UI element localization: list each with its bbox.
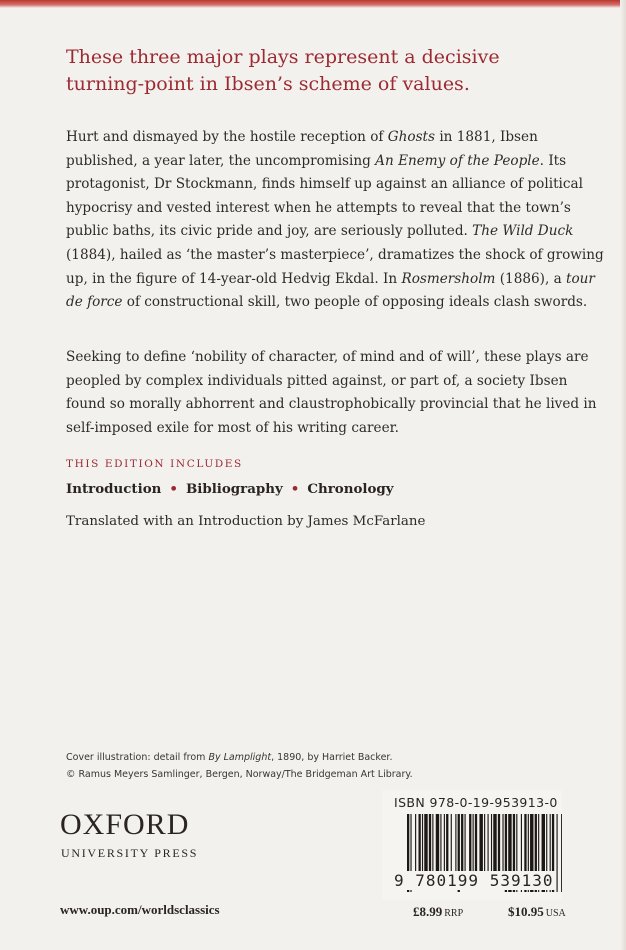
text-run: Hurt and dismayed by the hostile reception of xyxy=(66,129,388,145)
italic-title: The Wild Duck xyxy=(472,223,574,240)
page-edge-shadow xyxy=(620,0,626,950)
headline: These three major plays represent a decisive turning-point in Ibsen’s scheme of values. xyxy=(66,46,500,95)
barcode-bar xyxy=(561,814,562,892)
cover-illustration-credit: Cover illustration: detail from By Lamplight, 1890, by Harriet Backer. xyxy=(66,752,393,763)
italic-title: Rosmersholm xyxy=(401,270,496,287)
oxford-logo-subtitle: UNIVERSITY PRESS xyxy=(61,846,199,860)
edition-item-bibliography: Bibliography xyxy=(185,481,283,497)
copyright-credit: © Ramus Meyers Samlinger, Bergen, Norway/The Bridgeman Art Library. xyxy=(66,769,413,780)
italic-title: An Enemy of the People xyxy=(375,152,540,169)
barcode-bar xyxy=(557,814,558,892)
painting-title: By Lamplight xyxy=(208,752,272,763)
cover-credits xyxy=(66,749,413,783)
bullet-separator: • xyxy=(290,481,300,497)
italic-title: Ghosts xyxy=(387,129,435,145)
top-color-band xyxy=(0,0,626,8)
translator-credit: Translated with an Introduction by James McFarlane xyxy=(66,514,426,529)
text-run: of constructional skill, two people of opposing ideals clash swords. xyxy=(122,294,588,311)
synopsis-paragraph-2: Seeking to define ‘nobility of character, of mind and of will’, these plays are peopled by complex individuals pitted against, or part of, a society Ibsen found so morally abhorrent and claustrophobically provincial that he lived in self-imposed exile for most of his writing career. xyxy=(66,349,597,436)
barcode-digits: 9 780199 539130 xyxy=(394,871,554,890)
italic-title: tour de force xyxy=(66,270,595,311)
edition-item-chronology: Chronology xyxy=(307,481,394,497)
text-run: . Its protagonist, Dr Stockmann, finds himself up against an alliance of political hypocrisy and vested interest when he attempts to reveal that the town’s public baths, its civic pride and joy, are seriously polluted. xyxy=(66,152,583,240)
synopsis-paragraph-1 xyxy=(66,126,606,315)
edition-heading: THIS EDITION INCLUDES xyxy=(66,458,243,470)
publisher-url: www.oup.com/worldsclassics xyxy=(60,902,220,917)
bullet-separator: • xyxy=(169,481,178,497)
isbn-label: ISBN 978-0-19-953913-0 xyxy=(394,795,558,810)
edition-includes-list xyxy=(66,481,394,497)
oxford-logo: OXFORD xyxy=(60,808,190,841)
text-run: (1886), a xyxy=(495,270,567,287)
text-run: (1884), hailed as ‘the master’s masterpiece’, dramatizes the shock of growing up, in the figure of 14-year-old Hedvig Ekdal. In xyxy=(66,246,604,287)
edition-item-introduction: Introduction xyxy=(66,481,162,497)
price-usd: $10.95 USA xyxy=(508,904,566,919)
text-run: in 1881, Ibsen published, a year later, the uncompromising xyxy=(66,129,538,169)
price-gbp: £8.99 RRP xyxy=(413,904,464,919)
